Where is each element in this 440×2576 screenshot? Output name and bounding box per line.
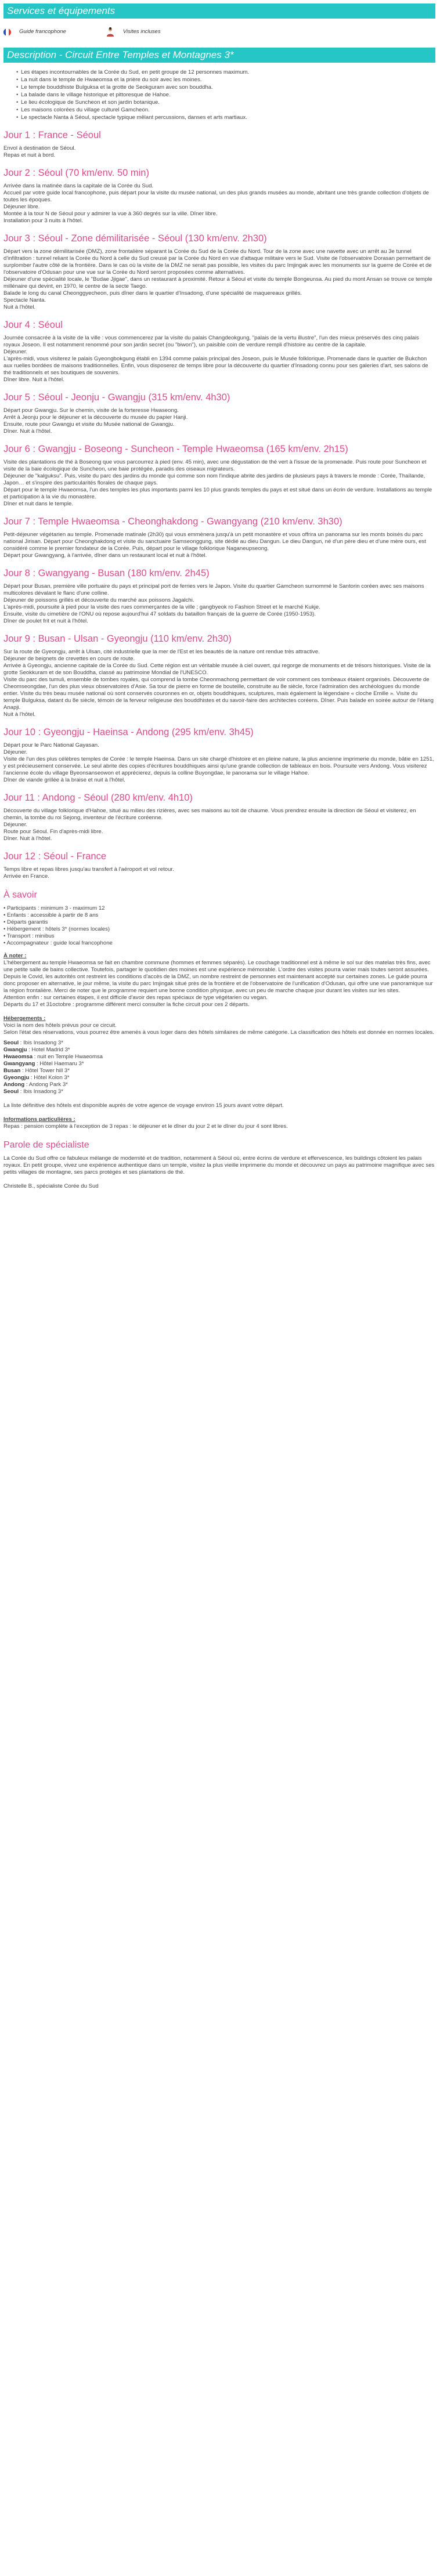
day-line: Départ pour Gwangyang, à l'arrivée, dîner dans un restaurant local et nuit à l'hôtel.: [3, 552, 207, 559]
spacer: [3, 1176, 435, 1183]
day-line: Envol à destination de Séoul.: [3, 145, 76, 151]
day-line: Ensuite, visite du cimetière de l'ONU où repose aujourd'hui 47 soldats du bataillon français de la guerre de Corée (1950-1953).: [3, 611, 316, 617]
day-line: Départ pour le Parc National Gayasan.: [3, 742, 99, 748]
hotel-row: [3, 1081, 435, 1088]
hotel-city: Seoul: [3, 1040, 19, 1046]
day-line: Départ pour Busan, première ville portuaire du pays et principal port de ferries vers le Japon. Visite du quartier Gamcheon surnommé le Santorin coréen avec ses maisons multicolores dévalant le flanc d'une colline.: [3, 583, 424, 596]
day-line: L'après-midi, poursuite à pied pour la visite des rues commerçantes de la ville ; gangbyeok ro Fashion Street et le marché Kukje.: [3, 604, 320, 610]
day-line: Départ pour le temple Hwaeomsa, l'un des temples les plus importants parmi les 10 plus grands temples du pays et est situé dans un écrin de verdure. Installations au temple et participation à la vie du monastère.: [3, 487, 432, 500]
day-title: Jour 5 : Séoul - Jeonju - Gwangju (315 km/env. 4h30): [3, 392, 230, 403]
day-line: Découverte du village folklorique d'Hahoe, situé au milieu des rizières, avec ses maisons au toit de chaume. Vous prendrez ensuite la direction de Séoul et visiterez, en chemin, la tombe du roi Sejong, inventeur de l'écriture coréenne.: [3, 808, 416, 821]
savoir-title: À savoir: [3, 890, 37, 900]
hotel-city: Gyeongju: [3, 1074, 30, 1081]
hotel-row: [3, 1074, 435, 1081]
day-line: Départ pour Gwangju. Sur le chemin, visite de la forteresse Hwaseong.: [3, 407, 179, 414]
day-line: Journée consacrée à la visite de la ville : vous commencerez par la visite du palais Changdeokgung, "palais de la vertu illustre", l'un des mieux préservés des cinq palais royaux Joseon. Il est notamment renommé pour son jardin secret (ou "biwon"), un paisible coin de verdure rempli d'histoire au centre de la capitale.: [3, 335, 419, 348]
day-title: Jour 8 : Gwangyang - Busan (180 km/env. 2h45): [3, 568, 210, 578]
day-line: Départ vers la zone démilitarisée (DMZ), zone frontalière séparant la Corée du Sud de la Corée du Nord. Tour de la zone avec une navette avec un arrêt au 3e tunnel d'infiltration : tunnel reliant la Corée du Nord à celle du Sud creusé par la Corée du Nord en vue d'attaque militaire vers le Sud. Visite de l'observatoire Dorasan permettant de surplomber l'autre côté de la frontière. Dans le cas où la visite de la DMZ ne serait pas possible, les visites du parc Imjingak avec les monuments sur la guerre de Corée et de l'observatoire d'Odusan pour une vue sur la Corée du Nord seront proposées comme alternatives.: [3, 248, 432, 276]
service-visits: [106, 27, 161, 37]
day-title: Jour 3 : Séoul - Zone démilitarisée - Séoul (130 km/env. 2h30): [3, 233, 267, 244]
list-item: • Départs garantis: [3, 919, 48, 925]
day-line: Visite des plantations de thé à Boseong que vous parcourrez à pied (env. 45 min), avec une dégustation de thé vert à l'issue de la promenade. Puis route pour Suncheon et visite de la baie écologique de Suncheon, une baie protégée, paradis des oiseaux migrateurs.: [3, 459, 427, 472]
hotel-name: : Ibis Insadong 3*: [19, 1040, 63, 1046]
day-line: Petit-déjeuner végétarien au temple. Promenade matinale (2h30) qui vous emmènera jusqu'à un petit monastère et vous offrira un panorama sur les monts boisés du parc national Jirisan. Départ pour Cheonghakdong et visite du sanctuaire Samseonggung, site dédié au dieu Dangun. Le dieu Dangun, né d'un père dieu et d'une mère ours, est considéré comme le premier fondateur de la Corée. Puis, départ pour le village folklorique Naganeupseong.: [3, 531, 426, 552]
hotel-name: : Hôtel Tower hill 3*: [20, 1068, 70, 1074]
list-item: • La balade dans le village historique et pittoresque de Hahoe.: [16, 91, 435, 99]
list-item: • Le temple bouddhiste Bulguksa et la grotte de Seokguram avec son bouddha.: [16, 84, 435, 91]
list-item: • Participants : minimum 3 - maximum 12: [3, 905, 105, 911]
hotel-name: : Hôtel Kolon 3*: [29, 1074, 70, 1081]
service-guide-label: Guide francophone: [19, 28, 66, 35]
services-row: [3, 24, 435, 39]
day-body: [3, 583, 435, 625]
list-item: • Enfants : accessible à partir de 8 ans: [3, 912, 99, 918]
hotel-name: : Hôtel Haemaru 3*: [35, 1061, 84, 1067]
service-visits-label: Visites incluses: [122, 28, 161, 35]
day-body: [3, 649, 435, 718]
day-line: Arrêt à Jeonju pour le déjeuner et la découverte du musée du papier Hanji.: [3, 414, 188, 421]
day-line: Déjeuner d'une spécialité locale, le "Budae Jjigae", dans un restaurant à proximité. Retour à Séoul et visite du temple Bongeunsa. Au pied du mont Ansan se trouve ce temple millénaire qui devint, en 1970, le centre de la secte Taego.: [3, 276, 432, 290]
day-line: Montée à la tour N de Séoul pour y admirer la vue à 360 degrés sur la ville. Dîner libre.: [3, 211, 218, 217]
day-line: Dîner de viande grillée à la braise et nuit à l'hôtel.: [3, 777, 125, 783]
day-body: [3, 531, 435, 559]
description-banner: Description - Circuit Entre Temples et Montagnes 3*: [3, 48, 435, 63]
list-item: • Le lieu écologique de Suncheon et son jardin botanique.: [16, 99, 435, 106]
hotel-name: : nuit en Temple Hwaeomsa: [33, 1054, 103, 1060]
day-line: Déjeuner.: [3, 822, 28, 828]
day-line: Déjeuner de poissons grillés et découverte du marché aux poissons Jagalchi.: [3, 597, 194, 603]
hotels-footer: La liste définitive des hôtels est disponible auprès de votre agence de voyage environ 15 jours avant votre départ.: [3, 1102, 284, 1109]
day-body: [3, 335, 435, 383]
hotel-row: [3, 1088, 435, 1095]
day-line: Sur la route de Gyeongju, arrêt à Ulsan, cité industrielle que la mer de l'Est et les beautés de la nature ont rendue très attractive.: [3, 649, 320, 655]
day-line: Arrivée à Gyeongju, ancienne capitale de la Corée du Sud. Cette région est un véritable musée à ciel ouvert, qui regorge de monuments et de trésors historiques. Visite de la grotte Seokkuram et de son Bouddha, classé au patrimoine Mondial de l'UNESCO.: [3, 663, 431, 676]
day-line: Visite de l'un des plus célèbres temples de Corée : le temple Haeinsa. Dans un site chargé d'histoire et en pleine nature, la plus ancienne imprimerie du monde, bâtie en 1251, y est précieusement conservée. Le seul abrite des copies d'écritures bouddhiques ainsi qu'une grande collection de tableaux en bois. Poursuite vers Andong. Vous visiterez l'ancienne école du village Byeonsanseowon et apprécierez, depuis la colline Buyongdae, le panorama sur le village Hahoe.: [3, 756, 434, 776]
day-title: Jour 12 : Séoul - France: [3, 851, 107, 862]
list-item: • Hébergement : hôtels 3* (normes locales): [3, 926, 110, 932]
spacer: [3, 1095, 435, 1102]
day-title: Jour 11 : Andong - Séoul (280 km/env. 4h10): [3, 793, 193, 803]
service-guide: [3, 28, 66, 36]
day-line: Balade le long du canal Cheonggyecheon, puis dîner dans le quartier d'Insadong, d'une spécialité de maquereaux grillés.: [3, 290, 302, 296]
day-title: Jour 4 : Séoul: [3, 320, 63, 330]
day-line: Déjeuner.: [3, 749, 28, 755]
day-line: Déjeuner libre.: [3, 204, 40, 210]
day-title: Jour 1 : France - Séoul: [3, 130, 101, 140]
hotel-city: Gwangyang: [3, 1061, 35, 1067]
day-body: [3, 808, 435, 842]
day-body: [3, 866, 435, 880]
day-line: Spectacle Nanta.: [3, 297, 46, 303]
hotel-row: [3, 1040, 435, 1047]
day-line: L'après-midi, vous visiterez le palais Gyeongbokgung établi en 1394 comme palais principal des Joseon, puis le Musée folklorique. Promenade dans le quartier de Bukchon aux ruelles bordées de maisons traditionnelles. Enfin, vous disposerez de temps libre pour la découverte du quartier d'Insadong connu pour ses galeries d'art, ses salons de thé traditionnels et ses boutiques de souvenirs.: [3, 356, 428, 376]
day-line: Dîner et nuit dans le temple.: [3, 501, 73, 507]
specialist-signature: Christelle B., spécialiste Corée du Sud: [3, 1183, 99, 1189]
french-flag-icon: [3, 28, 11, 36]
day-line: Nuit à l'hôtel.: [3, 304, 36, 310]
day-line: Accueil par votre guide local francophone, puis départ pour la visite du musée national, un des plus grands musées au monde, abritant une très grande collection d'objets de toutes les époques.: [3, 190, 430, 203]
hotel-city: Gwangju: [3, 1047, 27, 1053]
day-line: Arrivée dans la matinée dans la capitale de la Corée du Sud.: [3, 183, 154, 189]
hotel-city: Seoul: [3, 1088, 19, 1095]
day-line: Dîner libre. Nuit à l'hôtel.: [3, 377, 64, 383]
day-line: Installation pour 3 nuits à l'hôtel.: [3, 218, 83, 224]
hotel-city: Hwaeomsa: [3, 1054, 33, 1060]
day-line: Route pour Séoul. Fin d'après-midi libre.: [3, 828, 103, 835]
day-line: Arrivée en France.: [3, 873, 49, 880]
hotel-name: : Hotel Madrid 3*: [27, 1047, 70, 1053]
info-text: Repas : pension complète à l'exception de 3 repas : le déjeuner et le dîner du jour 2 et le dîner du jour 4 sont libres.: [3, 1123, 288, 1130]
hotel-name: : Andong Park 3*: [24, 1081, 68, 1088]
day-line: Déjeuner de beignets de crevettes en cours de route.: [3, 656, 135, 662]
day-line: Déjeuner.: [3, 349, 28, 355]
day-line: Dîner. Nuit à l'hôtel.: [3, 835, 52, 842]
savoir-list: [3, 905, 435, 947]
day-body: [3, 407, 435, 435]
list-item: • Transport : minibus: [3, 933, 55, 939]
list-item: • Accompagnateur : guide local francophone: [3, 940, 113, 946]
day-body: [3, 183, 435, 225]
day-body: [3, 459, 435, 508]
hotel-city: Busan: [3, 1068, 21, 1074]
list-item: • Les maisons colorées du village culturel Gamcheon.: [16, 106, 435, 114]
specialist-title: Parole de spécialiste: [3, 1140, 89, 1150]
day-title: Jour 6 : Gwangju - Boseong - Suncheon - Temple Hwaeomsa (165 km/env. 2h15): [3, 444, 348, 454]
services-banner: Services et équipements: [3, 3, 435, 19]
hotel-row: [3, 1054, 435, 1061]
hotels-intro: Voici la nom des hôtels prévus pour ce circuit.: [3, 1022, 117, 1029]
day-body: [3, 248, 435, 311]
day-body: [3, 145, 435, 159]
day-line: Dîner. Nuit à l'hôtel.: [3, 428, 52, 435]
hotel-row: [3, 1068, 435, 1074]
day-line: Visite du parc des tumuli, ensemble de tombes royales, qui comprend la tombe Cheonmachong permettant de voir comment ces tombeaux étaient organisés. Découverte de Cheomseongdae, l'un des plus vieux observatoires d'Asie. Sa tour de pierre en forme de bouteille, construite au 8e siècle, force l'admiration des archéologues du monde entier. Visite du très beau musée national où sont conservés couronnes en or, objets bouddhiques, sculptures, mais également la légendaire « cloche Emille ». Visite du temple Bulguksa, datant du 8e siècle, témoin de la ferveur religieuse des bouddhistes et du savoir-faire des architectes coréens. Dîner. Puis balade en soirée autour de l'étang Anapji.: [3, 676, 434, 711]
list-item: • La nuit dans le temple de Hwaeomsa et la prière du soir avec les moines.: [16, 76, 435, 84]
specialist-text: La Corée du Sud offre ce fabuleux mélange de modernité et de tradition, notamment à Séoul où, entre écrins de verdure et effervescence, les buildings côtoient les palais royaux. En petit groupe, vivez une expérience authentique dans un temple, visitez la plus vieille imprimerie du monde et découvrez un pays au patrimoine magnifique avec ses petits villages de montagne, ses parcs protégés et ses plantations de thé.: [3, 1155, 435, 1175]
note-line: Attention enfin : sur certaines étapes, il est difficile d'avoir des repas spéciaux de type végétarien ou vegan.: [3, 994, 268, 1001]
tour-guide-icon: [106, 27, 115, 37]
day-title: Jour 7 : Temple Hwaeomsa - Cheonghakdong - Gwangyang (210 km/env. 3h30): [3, 516, 342, 527]
day-title: Jour 9 : Busan - Ulsan - Gyeongju (110 km/env. 2h30): [3, 634, 232, 644]
spacer: [3, 1109, 435, 1116]
day-line: Dîner de poulet frit et nuit à l'hôtel.: [3, 618, 88, 624]
day-line: Déjeuner de "kalguksu". Puis, visite du parc des jardins du monde qui comme son nom l'indique abrite des jardins de plusieurs pays à travers le monde : Corée, Thaïlande, Japon… et s'inspire des particularités florales de chaque pays.: [3, 473, 425, 486]
day-line: Temps libre et repas libres jusqu'au transfert à l'aéroport et vol retour.: [3, 866, 174, 873]
hotel-row: [3, 1047, 435, 1054]
day-line: Ensuite, route pour Gwangju et visite du Musée national de Gwangju.: [3, 421, 175, 428]
note-label: À noter :: [3, 953, 27, 959]
day-line: Repas et nuit à bord.: [3, 152, 56, 158]
list-item: • Le spectacle Nanta à Séoul, spectacle typique mêlant percussions, danses et arts martiaux.: [16, 114, 435, 121]
day-body: [3, 742, 435, 784]
list-item: • Les étapes incontournables de la Corée du Sud, en petit groupe de 12 personnes maximum.: [16, 68, 435, 76]
hotel-list: [3, 1040, 435, 1095]
highlights-list: [3, 68, 435, 121]
day-line: Nuit à l'hôtel.: [3, 711, 36, 718]
note-line: Depuis le Covid, les autorités ont restreint les conditions d'accès de la DMZ, un nombre restreint de personnes est maintenant accepté sur certaines zones. Le guide pourra donc proposer en alternative, le jour même, la visite du parc Imjingak situé près de la frontière et de l'observatoire de l'unification d'Odusan, qui offre une vue panoramique sur la région frontalière. Merci de noter que le programme requiert une bonne condition physique, avec un peu de marche chaque jour durant les visites sur les sites.: [3, 974, 433, 994]
hotels-intro: Selon l'état des réservations, vous pourrez être amenés à vous loger dans des hôtels similaires de même catégorie. La classification des hôtels est donnée en normes locales.: [3, 1029, 435, 1036]
hotel-row: [3, 1061, 435, 1068]
spacer: [3, 1008, 435, 1015]
hotel-name: : Ibis Insadong 3*: [19, 1088, 63, 1095]
info-label: Informations particulières :: [3, 1116, 75, 1123]
hotel-city: Andong: [3, 1081, 25, 1088]
hotels-label: Hébergements :: [3, 1015, 46, 1022]
note-line: L'hébergement au temple Hwaeomsa se fait en chambre commune (hommes et femmes séparés). Le couchage traditionnel est à même le sol sur des matelas très fins, avec une petite salle de bains collective. Toutefois, partager le quotidien des moines est une expérience mémorable. L'ordre des visites pourra varier mais toutes seront assurées.: [3, 960, 431, 973]
day-title: Jour 10 : Gyeongju - Haeinsa - Andong (295 km/env. 3h45): [3, 727, 254, 737]
note-line: Départs du 17 et 31octobre : programme différent merci consulter la fiche circuit pour ces 2 départs.: [3, 1001, 250, 1008]
day-title: Jour 2 : Séoul (70 km/env. 50 min): [3, 168, 149, 178]
